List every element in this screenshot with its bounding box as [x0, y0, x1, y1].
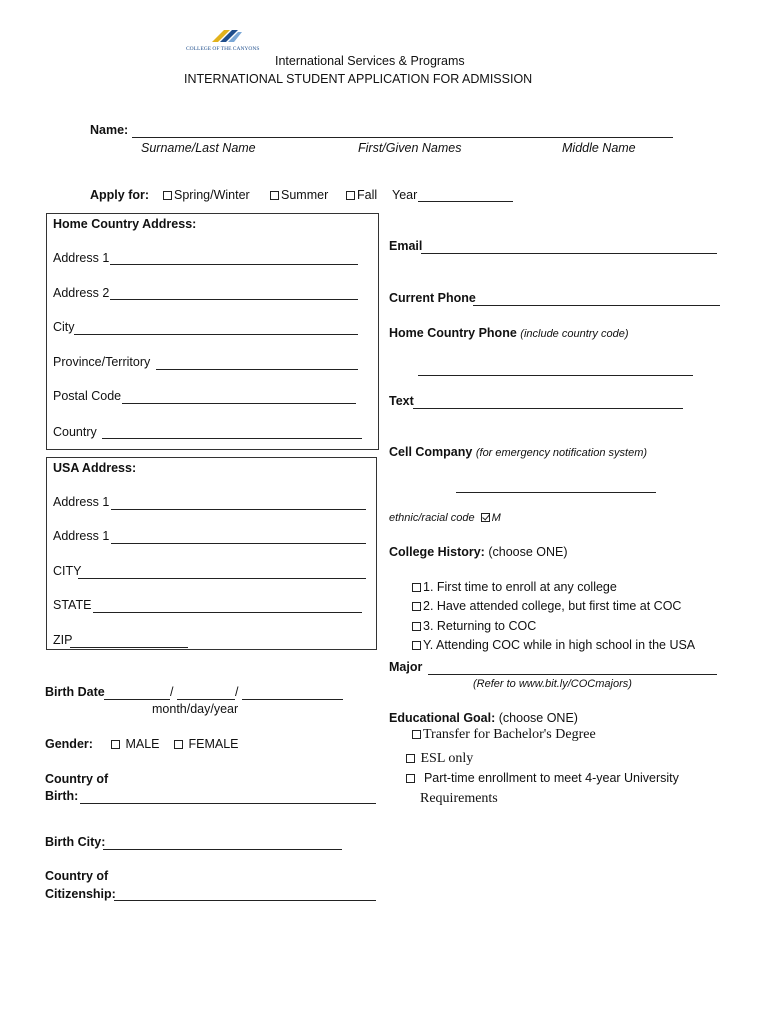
home-address2-label: Address 2 [53, 286, 110, 300]
text-line[interactable] [413, 408, 683, 409]
apply-for-label: Apply for: [90, 188, 150, 202]
citizenship-label-1: Country of [45, 869, 109, 883]
history-option-4[interactable] [412, 638, 695, 652]
checkbox-icon[interactable] [406, 774, 415, 783]
goal-parttime-label-2: Requirements [420, 791, 498, 806]
gender-male-option[interactable] [111, 737, 160, 751]
checkbox-icon[interactable] [412, 583, 421, 592]
cell-company-note: (for emergency notification system) [475, 447, 648, 459]
male-label: MALE [125, 737, 160, 751]
birth-date-label: Birth Date [45, 685, 105, 699]
home-phone-label: Home Country Phone [389, 326, 517, 340]
checkbox-icon[interactable] [412, 730, 421, 739]
college-logo [184, 28, 268, 58]
home-address-box [46, 213, 379, 450]
home-address1-label: Address 1 [53, 251, 110, 265]
home-province-line[interactable] [156, 369, 358, 370]
citizenship-line[interactable] [114, 900, 376, 901]
middle-name-caption: Middle Name [562, 141, 636, 155]
checkbox-icon[interactable] [111, 740, 120, 749]
home-country-line[interactable] [102, 438, 362, 439]
usa-zip-line[interactable] [70, 647, 188, 648]
birth-city-label: Birth City: [45, 835, 106, 849]
text-label: Text [389, 394, 414, 408]
checkbox-icon[interactable] [412, 602, 421, 611]
college-history-row [389, 545, 568, 559]
year-input-line[interactable] [418, 201, 513, 202]
college-history-note: (choose ONE) [488, 545, 568, 559]
educational-goal-label: Educational Goal: [389, 711, 496, 725]
history-option-label: Y. Attending COC while in high school in the USA [423, 638, 696, 652]
major-note: (Refer to www.bit.ly/COCmajors) [473, 678, 632, 690]
usa-address-box [46, 457, 377, 650]
major-label: Major [389, 660, 423, 674]
ethnic-code-row [389, 512, 501, 524]
spring-label: Spring/Winter [174, 188, 250, 202]
home-phone-note: (include country code) [520, 328, 629, 340]
goal-esl-option[interactable] [406, 751, 473, 767]
home-address-title: Home Country Address: [53, 217, 197, 231]
history-option-label: 3. Returning to COC [423, 619, 537, 633]
ethnic-code-value: M [491, 512, 501, 524]
female-label: FEMALE [188, 737, 239, 751]
ethnic-code-label: ethnic/racial code [389, 512, 475, 524]
checkbox-icon[interactable] [346, 191, 355, 200]
email-line[interactable] [421, 253, 717, 254]
home-phone-row [389, 326, 629, 340]
checked-checkbox-icon[interactable] [481, 513, 490, 522]
department-title: International Services & Programs [275, 54, 465, 68]
birth-month-line[interactable] [104, 699, 170, 700]
home-address2-line[interactable] [110, 299, 358, 300]
country-of-birth-label-1: Country of [45, 772, 109, 786]
history-option-2[interactable] [412, 599, 681, 613]
usa-city-line[interactable] [78, 578, 366, 579]
home-address1-line[interactable] [110, 264, 358, 265]
name-input-line[interactable] [132, 137, 673, 138]
fall-label: Fall [357, 188, 378, 202]
usa-address1-line[interactable] [111, 509, 366, 510]
college-history-label: College History: [389, 545, 485, 559]
history-option-label: 1. First time to enroll at any college [423, 580, 617, 594]
goal-transfer-label: Transfer for Bachelor's Degree [423, 727, 596, 742]
goal-esl-label: ESL only [420, 751, 474, 766]
goal-parttime-option[interactable] [406, 771, 679, 785]
checkbox-icon[interactable] [412, 622, 421, 631]
educational-goal-note: (choose ONE) [498, 711, 578, 725]
usa-address1b-label: Address 1 [53, 529, 110, 543]
home-province-label: Province/Territory [53, 355, 151, 369]
slash-2: / [235, 685, 239, 699]
cell-company-label: Cell Company [389, 445, 473, 459]
cell-company-line[interactable] [456, 492, 656, 493]
surname-caption: Surname/Last Name [141, 141, 256, 155]
home-postal-label: Postal Code [53, 389, 122, 403]
usa-address1-label: Address 1 [53, 495, 110, 509]
birth-city-line[interactable] [103, 849, 342, 850]
usa-state-line[interactable] [93, 612, 362, 613]
history-option-3[interactable] [412, 619, 536, 633]
email-label: Email [389, 239, 423, 253]
goal-transfer-option[interactable] [412, 727, 596, 743]
usa-zip-label: ZIP [53, 633, 73, 647]
current-phone-line[interactable] [473, 305, 720, 306]
home-phone-line[interactable] [418, 375, 693, 376]
educational-goal-row [389, 711, 578, 725]
name-label: Name: [90, 123, 129, 137]
form-title: INTERNATIONAL STUDENT APPLICATION FOR ADMISSION [184, 72, 533, 86]
gender-female-option[interactable] [174, 737, 239, 751]
birth-date-format: month/day/year [152, 702, 239, 716]
checkbox-icon[interactable] [406, 754, 415, 763]
home-city-line[interactable] [74, 334, 358, 335]
checkbox-icon[interactable] [412, 641, 421, 650]
slash-1: / [170, 685, 174, 699]
year-label: Year [392, 188, 418, 202]
checkbox-icon[interactable] [174, 740, 183, 749]
apply-summer-option[interactable] [270, 188, 328, 202]
usa-address1b-line[interactable] [111, 543, 366, 544]
goal-parttime-label: Part-time enrollment to meet 4-year University [423, 771, 679, 785]
citizenship-label-2: Citizenship: [45, 887, 116, 901]
checkbox-icon[interactable] [270, 191, 279, 200]
summer-label: Summer [281, 188, 329, 202]
usa-state-label: STATE [53, 598, 92, 612]
svg-text:COLLEGE OF THE CANYONS: COLLEGE OF THE CANYONS [186, 46, 260, 52]
checkbox-icon[interactable] [163, 191, 172, 200]
birth-day-line[interactable] [177, 699, 235, 700]
country-of-birth-label-2: Birth: [45, 789, 79, 803]
cell-company-row [389, 445, 647, 459]
history-option-1[interactable] [412, 580, 617, 594]
home-country-label: Country [53, 425, 97, 439]
home-city-label: City [53, 320, 75, 334]
major-line[interactable] [428, 674, 717, 675]
country-of-birth-line[interactable] [80, 803, 376, 804]
usa-address-title: USA Address: [53, 461, 137, 475]
first-name-caption: First/Given Names [358, 141, 462, 155]
history-option-label: 2. Have attended college, but first time at COC [423, 599, 682, 613]
current-phone-label: Current Phone [389, 291, 476, 305]
usa-city-label: CITY [53, 564, 82, 578]
gender-label: Gender: [45, 737, 93, 751]
birth-year-line[interactable] [242, 699, 343, 700]
home-postal-line[interactable] [122, 403, 356, 404]
apply-fall-option[interactable] [346, 188, 377, 202]
apply-spring-option[interactable] [163, 188, 250, 202]
